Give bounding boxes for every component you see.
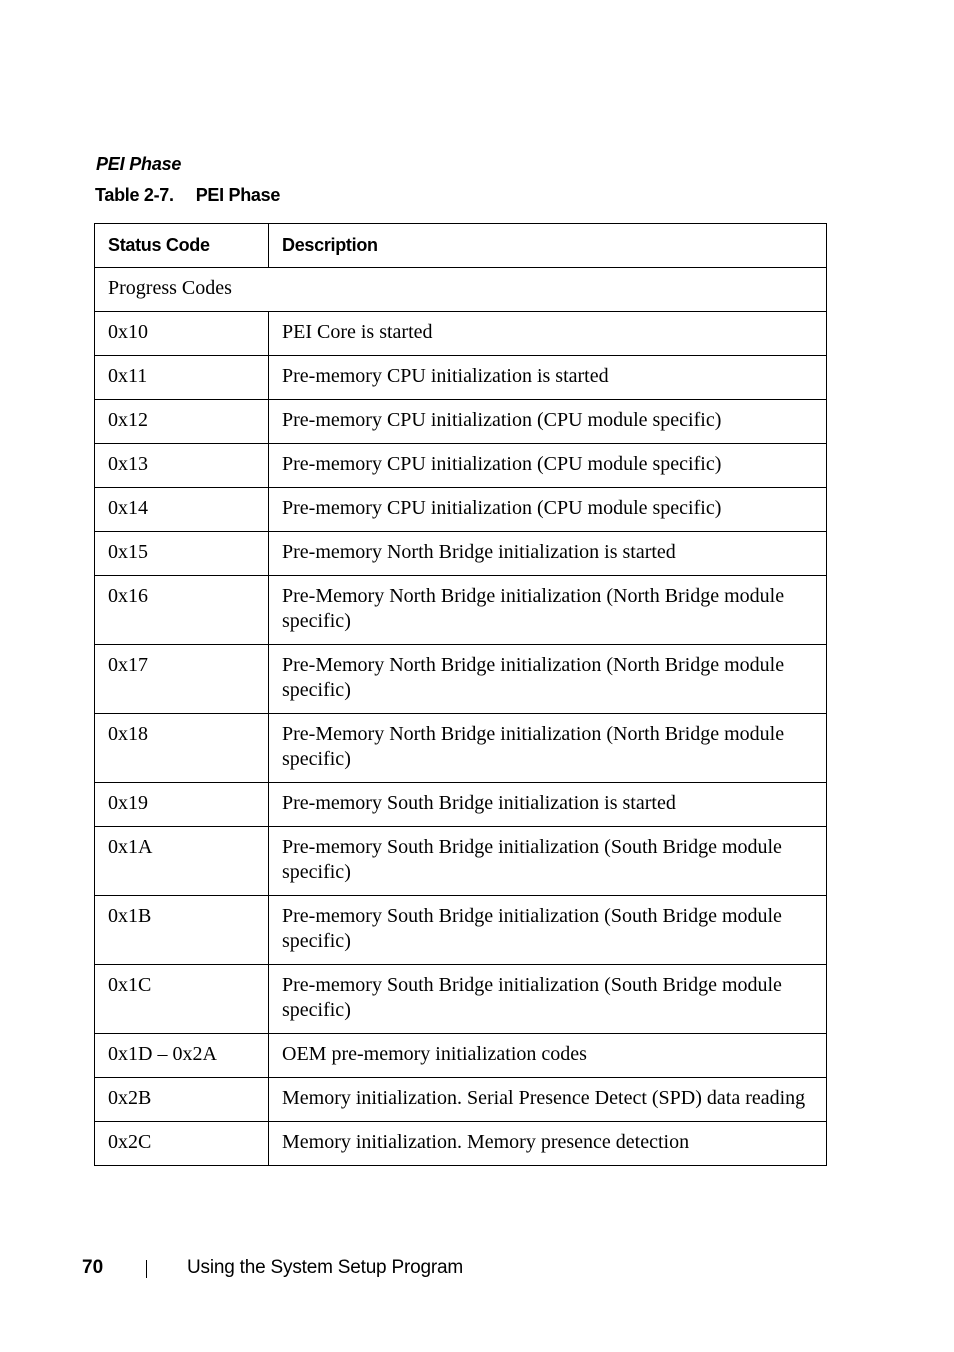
status-code: 0x12 xyxy=(95,400,269,444)
status-code: 0x1D – 0x2A xyxy=(95,1034,269,1078)
group-label: Progress Codes xyxy=(95,268,827,312)
status-code: 0x2B xyxy=(95,1078,269,1122)
description: Memory initialization. Memory presence detection xyxy=(269,1122,827,1166)
table-row xyxy=(95,532,827,576)
table-row xyxy=(95,965,827,1034)
status-code: 0x14 xyxy=(95,488,269,532)
description: Pre-memory CPU initialization (CPU module specific) xyxy=(269,444,827,488)
table-row xyxy=(95,312,827,356)
status-code: 0x1B xyxy=(95,896,269,965)
table-row xyxy=(95,827,827,896)
description: Pre-memory CPU initialization (CPU module specific) xyxy=(269,400,827,444)
description: Pre-memory South Bridge initialization (South Bridge module specific) xyxy=(269,827,827,896)
table-header-row xyxy=(95,224,827,268)
description: Memory initialization. Serial Presence Detect (SPD) data reading xyxy=(269,1078,827,1122)
description: Pre-memory North Bridge initialization is started xyxy=(269,532,827,576)
description: Pre-memory South Bridge initialization (South Bridge module specific) xyxy=(269,965,827,1034)
table-caption-label: Table 2-7. xyxy=(95,185,174,205)
table-caption-title: PEI Phase xyxy=(195,185,281,205)
status-code: 0x10 xyxy=(95,312,269,356)
table-row xyxy=(95,645,827,714)
description: PEI Core is started xyxy=(269,312,827,356)
status-code: 0x2C xyxy=(95,1122,269,1166)
status-code: 0x19 xyxy=(95,783,269,827)
status-code: 0x13 xyxy=(95,444,269,488)
status-code: 0x15 xyxy=(95,532,269,576)
description: OEM pre-memory initialization codes xyxy=(269,1034,827,1078)
table-row xyxy=(95,356,827,400)
status-code: 0x11 xyxy=(95,356,269,400)
table-group-row xyxy=(95,268,827,312)
section-heading: PEI Phase xyxy=(96,154,182,174)
table-row xyxy=(95,714,827,783)
table-row xyxy=(95,896,827,965)
description: Pre-memory CPU initialization (CPU module specific) xyxy=(269,488,827,532)
pei-phase-table xyxy=(94,223,827,1166)
footer-page-number: 70 xyxy=(82,1257,104,1278)
table-row xyxy=(95,488,827,532)
description: Pre-memory CPU initialization is started xyxy=(269,356,827,400)
table-row xyxy=(95,576,827,645)
description: Pre-Memory North Bridge initialization (North Bridge module specific) xyxy=(269,645,827,714)
status-code: 0x1C xyxy=(95,965,269,1034)
table-caption xyxy=(95,185,280,206)
table-row xyxy=(95,1122,827,1166)
status-code: 0x1A xyxy=(95,827,269,896)
description: Pre-memory South Bridge initialization is started xyxy=(269,783,827,827)
table-row xyxy=(95,444,827,488)
table-row xyxy=(95,1078,827,1122)
status-code: 0x17 xyxy=(95,645,269,714)
table-row xyxy=(95,400,827,444)
table-row xyxy=(95,1034,827,1078)
table-row xyxy=(95,783,827,827)
footer-divider xyxy=(146,1260,147,1278)
footer-title: Using the System Setup Program xyxy=(187,1257,463,1278)
status-code: 0x16 xyxy=(95,576,269,645)
header-description: Description xyxy=(269,224,827,268)
description: Pre-memory South Bridge initialization (South Bridge module specific) xyxy=(269,896,827,965)
header-status-code: Status Code xyxy=(95,224,269,268)
description: Pre-Memory North Bridge initialization (North Bridge module specific) xyxy=(269,576,827,645)
description: Pre-Memory North Bridge initialization (North Bridge module specific) xyxy=(269,714,827,783)
status-code: 0x18 xyxy=(95,714,269,783)
